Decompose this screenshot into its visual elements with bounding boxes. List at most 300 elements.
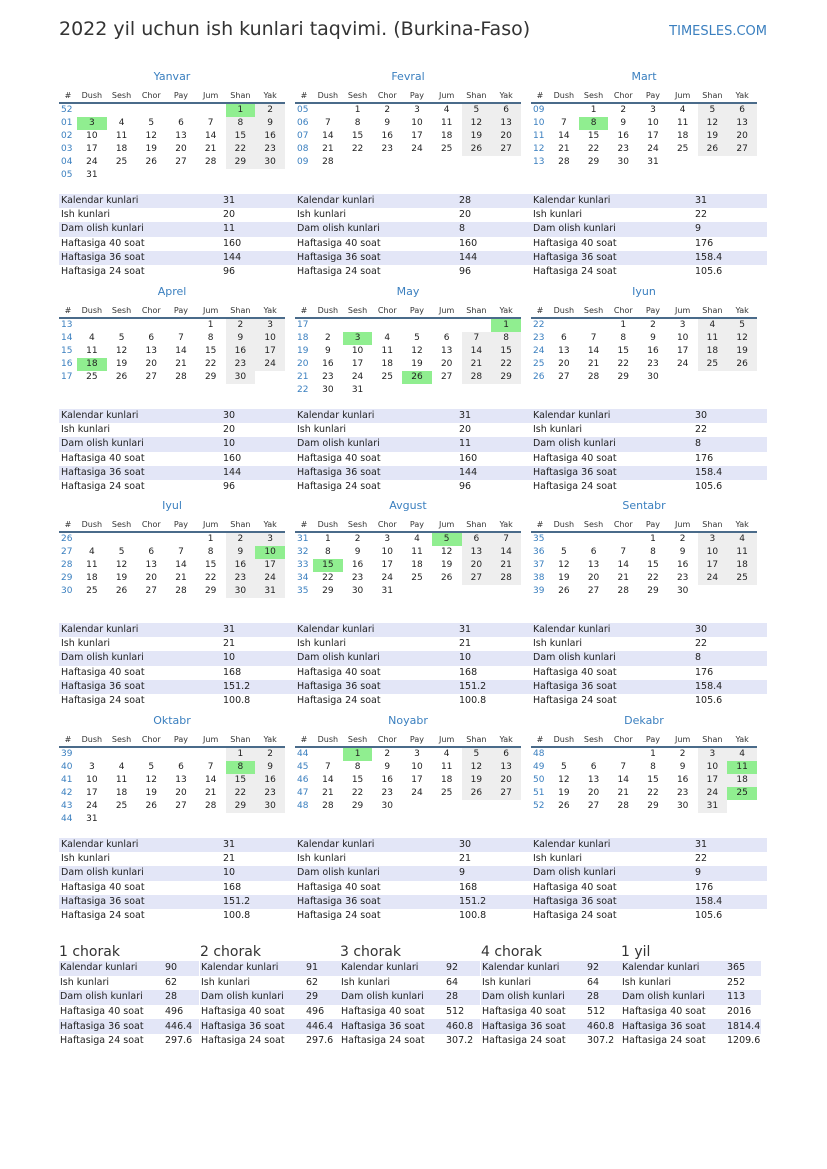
day-cell[interactable]: 5 <box>432 532 462 546</box>
day-cell[interactable]: 17 <box>698 559 728 572</box>
day-cell[interactable]: 18 <box>727 559 757 572</box>
day-cell[interactable]: 5 <box>560 547 567 557</box>
day-cell[interactable]: 18 <box>676 131 689 141</box>
day-cell[interactable]: 26 <box>558 586 570 596</box>
day-cell[interactable]: 27 <box>491 143 521 156</box>
day-cell[interactable]: 11 <box>381 346 393 356</box>
day-cell[interactable]: 15 <box>491 345 521 358</box>
day-cell[interactable]: 5 <box>148 118 155 128</box>
day-cell[interactable]: 28 <box>491 572 521 585</box>
day-cell[interactable]: 14 <box>617 775 629 785</box>
day-cell[interactable]: 7 <box>491 532 521 546</box>
day-cell[interactable]: 22 <box>491 358 521 371</box>
day-cell[interactable]: 27 <box>175 801 187 811</box>
day-cell[interactable]: 2 <box>650 320 656 330</box>
day-cell[interactable]: 12 <box>727 332 757 345</box>
day-cell[interactable]: 11 <box>411 547 423 557</box>
day-cell[interactable]: 18 <box>115 788 128 798</box>
day-cell[interactable]: 26 <box>558 801 570 811</box>
day-cell[interactable]: 31 <box>255 585 285 598</box>
day-cell[interactable]: 1 <box>491 318 521 332</box>
day-cell[interactable]: 3 <box>414 749 420 759</box>
day-cell[interactable]: 9 <box>679 547 686 557</box>
day-cell[interactable]: 24 <box>698 787 728 800</box>
day-cell[interactable]: 18 <box>381 359 393 369</box>
day-cell[interactable]: 16 <box>617 131 629 141</box>
day-cell[interactable]: 5 <box>462 747 492 761</box>
day-cell[interactable]: 8 <box>226 761 256 774</box>
day-cell[interactable]: 24 <box>676 359 689 369</box>
day-cell[interactable]: 16 <box>255 130 285 143</box>
day-cell[interactable]: 6 <box>590 762 597 772</box>
day-cell[interactable]: 7 <box>178 547 184 557</box>
day-cell[interactable]: 26 <box>727 358 757 371</box>
day-cell[interactable]: 22 <box>647 788 659 798</box>
day-cell[interactable]: 18 <box>86 573 98 583</box>
day-cell[interactable]: 28 <box>204 157 217 167</box>
day-cell[interactable]: 30 <box>255 800 285 813</box>
day-cell[interactable]: 9 <box>255 117 285 130</box>
day-cell[interactable]: 21 <box>175 573 187 583</box>
day-cell[interactable]: 13 <box>558 346 570 356</box>
day-cell[interactable]: 30 <box>255 156 285 169</box>
day-cell[interactable]: 4 <box>118 118 125 128</box>
day-cell[interactable]: 21 <box>204 788 217 798</box>
day-cell[interactable]: 10 <box>411 762 423 772</box>
day-cell[interactable]: 1 <box>650 749 656 759</box>
day-cell[interactable]: 6 <box>148 333 155 343</box>
day-cell[interactable]: 5 <box>698 103 728 117</box>
day-cell[interactable]: 19 <box>698 130 728 143</box>
day-cell[interactable]: 20 <box>145 359 157 369</box>
day-cell[interactable]: 3 <box>255 532 285 546</box>
day-cell[interactable]: 12 <box>462 117 492 130</box>
day-cell[interactable]: 1 <box>226 103 256 117</box>
day-cell[interactable]: 16 <box>255 774 285 787</box>
day-cell[interactable]: 4 <box>727 532 757 546</box>
day-cell[interactable]: 4 <box>443 105 450 115</box>
day-cell[interactable]: 30 <box>226 585 256 598</box>
day-cell[interactable]: 21 <box>322 144 334 154</box>
day-cell[interactable]: 16 <box>226 345 256 358</box>
day-cell[interactable]: 9 <box>384 118 391 128</box>
day-cell[interactable]: 28 <box>617 586 629 596</box>
day-cell[interactable]: 30 <box>351 586 364 596</box>
day-cell[interactable]: 24 <box>647 144 659 154</box>
day-cell[interactable]: 3 <box>698 532 728 546</box>
day-cell[interactable]: 29 <box>647 801 659 811</box>
day-cell[interactable]: 11 <box>727 546 757 559</box>
day-cell[interactable]: 17 <box>698 774 728 787</box>
day-cell[interactable]: 12 <box>145 775 157 785</box>
day-cell[interactable]: 10 <box>676 333 689 343</box>
day-cell[interactable]: 13 <box>440 346 453 356</box>
day-cell[interactable]: 27 <box>491 787 521 800</box>
day-cell[interactable]: 13 <box>491 117 521 130</box>
day-cell[interactable]: 9 <box>679 762 686 772</box>
day-cell[interactable]: 2 <box>255 103 285 117</box>
day-cell[interactable]: 2 <box>354 534 361 544</box>
day-cell[interactable]: 10 <box>255 546 285 559</box>
day-cell[interactable]: 23 <box>255 787 285 800</box>
day-cell[interactable]: 21 <box>322 788 334 798</box>
day-cell[interactable]: 11 <box>115 131 128 141</box>
day-cell[interactable]: 8 <box>226 117 256 130</box>
day-cell[interactable]: 15 <box>204 346 217 356</box>
day-cell[interactable]: 13 <box>175 131 187 141</box>
day-cell[interactable]: 31 <box>86 170 98 180</box>
day-cell[interactable]: 1 <box>620 320 627 330</box>
day-cell[interactable]: 30 <box>647 372 659 382</box>
day-cell[interactable]: 27 <box>587 801 600 811</box>
day-cell[interactable]: 25 <box>411 573 423 583</box>
day-cell[interactable]: 20 <box>587 573 600 583</box>
day-cell[interactable]: 29 <box>322 586 334 596</box>
day-cell[interactable]: 17 <box>351 359 364 369</box>
day-cell[interactable]: 6 <box>148 547 155 557</box>
day-cell[interactable]: 7 <box>620 547 627 557</box>
day-cell[interactable]: 7 <box>324 762 331 772</box>
day-cell[interactable]: 14 <box>175 560 187 570</box>
day-cell[interactable]: 10 <box>351 346 364 356</box>
day-cell[interactable]: 17 <box>381 560 393 570</box>
day-cell[interactable]: 6 <box>491 103 521 117</box>
day-cell[interactable]: 19 <box>558 788 570 798</box>
day-cell[interactable]: 7 <box>620 762 627 772</box>
day-cell[interactable]: 6 <box>560 333 567 343</box>
day-cell[interactable]: 10 <box>698 546 728 559</box>
day-cell[interactable]: 24 <box>411 788 423 798</box>
day-cell[interactable]: 25 <box>676 144 689 154</box>
day-cell[interactable]: 28 <box>462 371 492 384</box>
day-cell[interactable]: 25 <box>115 157 128 167</box>
day-cell[interactable]: 6 <box>491 747 521 761</box>
day-cell[interactable]: 23 <box>381 144 393 154</box>
day-cell[interactable]: 6 <box>727 103 757 117</box>
day-cell[interactable]: 31 <box>647 157 659 167</box>
day-cell[interactable]: 2 <box>620 105 627 115</box>
day-cell[interactable]: 16 <box>676 560 689 570</box>
day-cell[interactable]: 4 <box>118 762 125 772</box>
day-cell[interactable]: 8 <box>207 333 214 343</box>
day-cell[interactable]: 3 <box>650 105 656 115</box>
day-cell[interactable]: 29 <box>587 157 600 167</box>
day-cell[interactable]: 6 <box>462 532 492 546</box>
day-cell[interactable]: 19 <box>115 573 128 583</box>
day-cell[interactable]: 22 <box>351 144 364 154</box>
day-cell[interactable]: 25 <box>727 787 757 800</box>
day-cell[interactable]: 16 <box>647 346 659 356</box>
day-cell[interactable]: 14 <box>322 775 334 785</box>
day-cell[interactable]: 22 <box>647 573 659 583</box>
day-cell[interactable]: 21 <box>462 358 492 371</box>
day-cell[interactable]: 30 <box>617 157 629 167</box>
day-cell[interactable]: 9 <box>384 762 391 772</box>
day-cell[interactable]: 18 <box>698 345 728 358</box>
day-cell[interactable]: 23 <box>617 144 629 154</box>
day-cell[interactable]: 13 <box>491 761 521 774</box>
day-cell[interactable]: 22 <box>587 144 600 154</box>
day-cell[interactable]: 18 <box>440 131 453 141</box>
day-cell[interactable]: 25 <box>381 372 393 382</box>
day-cell[interactable]: 19 <box>727 345 757 358</box>
day-cell[interactable]: 30 <box>226 371 256 384</box>
day-cell[interactable]: 9 <box>226 546 256 559</box>
day-cell[interactable]: 18 <box>411 560 423 570</box>
day-cell[interactable]: 29 <box>647 586 659 596</box>
day-cell[interactable]: 27 <box>462 572 492 585</box>
day-cell[interactable]: 1 <box>343 747 373 761</box>
day-cell[interactable]: 4 <box>88 333 95 343</box>
day-cell[interactable]: 29 <box>204 586 217 596</box>
day-cell[interactable]: 28 <box>322 801 334 811</box>
day-cell[interactable]: 2 <box>384 105 391 115</box>
day-cell[interactable]: 12 <box>115 560 128 570</box>
day-cell[interactable]: 17 <box>255 559 285 572</box>
day-cell[interactable]: 8 <box>491 332 521 345</box>
day-cell[interactable]: 6 <box>590 547 597 557</box>
day-cell[interactable]: 15 <box>226 130 256 143</box>
day-cell[interactable]: 9 <box>255 761 285 774</box>
day-cell[interactable]: 29 <box>351 801 364 811</box>
day-cell[interactable]: 3 <box>88 762 95 772</box>
day-cell[interactable]: 13 <box>462 546 492 559</box>
day-cell[interactable]: 4 <box>679 105 686 115</box>
day-cell[interactable]: 17 <box>86 788 98 798</box>
day-cell[interactable]: 17 <box>86 144 98 154</box>
day-cell[interactable]: 22 <box>351 788 364 798</box>
day-cell[interactable]: 2 <box>384 749 391 759</box>
day-cell[interactable]: 2 <box>324 333 331 343</box>
day-cell[interactable]: 14 <box>204 775 217 785</box>
day-cell[interactable]: 23 <box>322 372 334 382</box>
day-cell[interactable]: 15 <box>351 131 364 141</box>
day-cell[interactable]: 20 <box>440 359 453 369</box>
day-cell[interactable]: 31 <box>381 586 393 596</box>
day-cell[interactable]: 21 <box>617 788 629 798</box>
day-cell[interactable]: 20 <box>727 130 757 143</box>
day-cell[interactable]: 26 <box>145 157 157 167</box>
day-cell[interactable]: 14 <box>491 546 521 559</box>
day-cell[interactable]: 20 <box>491 774 521 787</box>
day-cell[interactable]: 19 <box>440 560 453 570</box>
day-cell[interactable]: 26 <box>462 787 492 800</box>
day-cell[interactable]: 10 <box>411 118 423 128</box>
day-cell[interactable]: 25 <box>440 144 453 154</box>
day-cell[interactable]: 1 <box>354 105 361 115</box>
day-cell[interactable]: 13 <box>587 560 600 570</box>
day-cell[interactable]: 18 <box>727 774 757 787</box>
day-cell[interactable]: 10 <box>86 131 98 141</box>
day-cell[interactable]: 31 <box>86 814 98 824</box>
day-cell[interactable]: 24 <box>255 572 285 585</box>
day-cell[interactable]: 25 <box>698 358 728 371</box>
day-cell[interactable]: 3 <box>384 534 391 544</box>
day-cell[interactable]: 20 <box>462 559 492 572</box>
day-cell[interactable]: 9 <box>324 346 331 356</box>
day-cell[interactable]: 14 <box>322 131 334 141</box>
day-cell[interactable]: 28 <box>175 586 187 596</box>
day-cell[interactable]: 3 <box>77 117 107 130</box>
day-cell[interactable]: 9 <box>650 333 656 343</box>
day-cell[interactable]: 14 <box>558 131 570 141</box>
day-cell[interactable]: 21 <box>175 359 187 369</box>
day-cell[interactable]: 4 <box>414 534 420 544</box>
day-cell[interactable]: 28 <box>617 801 629 811</box>
brand-link[interactable]: TIMESLES.COM <box>669 24 767 39</box>
day-cell[interactable]: 5 <box>560 762 567 772</box>
day-cell[interactable]: 13 <box>727 117 757 130</box>
day-cell[interactable]: 28 <box>175 372 187 382</box>
day-cell[interactable]: 20 <box>491 130 521 143</box>
day-cell[interactable]: 26 <box>402 371 432 384</box>
day-cell[interactable]: 8 <box>650 547 656 557</box>
day-cell[interactable]: 12 <box>462 761 492 774</box>
day-cell[interactable]: 22 <box>226 787 256 800</box>
day-cell[interactable]: 21 <box>587 359 600 369</box>
day-cell[interactable]: 21 <box>491 559 521 572</box>
day-cell[interactable]: 11 <box>86 346 98 356</box>
day-cell[interactable]: 19 <box>145 144 157 154</box>
day-cell[interactable]: 4 <box>727 747 757 761</box>
day-cell[interactable]: 1 <box>590 105 597 115</box>
day-cell[interactable]: 19 <box>145 788 157 798</box>
day-cell[interactable]: 23 <box>676 788 689 798</box>
day-cell[interactable]: 30 <box>322 385 334 395</box>
day-cell[interactable]: 4 <box>443 749 450 759</box>
day-cell[interactable]: 17 <box>676 346 689 356</box>
day-cell[interactable]: 10 <box>255 332 285 345</box>
day-cell[interactable]: 22 <box>204 573 217 583</box>
day-cell[interactable]: 12 <box>558 775 570 785</box>
day-cell[interactable]: 24 <box>86 157 98 167</box>
day-cell[interactable]: 7 <box>462 332 492 345</box>
day-cell[interactable]: 19 <box>462 130 492 143</box>
day-cell[interactable]: 23 <box>255 143 285 156</box>
day-cell[interactable]: 17 <box>255 345 285 358</box>
day-cell[interactable]: 9 <box>226 332 256 345</box>
day-cell[interactable]: 3 <box>255 318 285 332</box>
day-cell[interactable]: 14 <box>587 346 600 356</box>
day-cell[interactable]: 12 <box>698 117 728 130</box>
day-cell[interactable]: 21 <box>204 144 217 154</box>
day-cell[interactable]: 19 <box>558 573 570 583</box>
day-cell[interactable]: 15 <box>587 131 600 141</box>
day-cell[interactable]: 20 <box>145 573 157 583</box>
day-cell[interactable]: 19 <box>115 359 128 369</box>
day-cell[interactable]: 7 <box>590 333 597 343</box>
day-cell[interactable]: 23 <box>226 572 256 585</box>
day-cell[interactable]: 15 <box>647 775 659 785</box>
day-cell[interactable]: 26 <box>115 586 128 596</box>
day-cell[interactable]: 24 <box>411 144 423 154</box>
day-cell[interactable]: 25 <box>115 801 128 811</box>
day-cell[interactable]: 25 <box>86 372 98 382</box>
day-cell[interactable]: 10 <box>647 118 659 128</box>
day-cell[interactable]: 13 <box>175 775 187 785</box>
day-cell[interactable]: 23 <box>676 573 689 583</box>
day-cell[interactable]: 4 <box>88 547 95 557</box>
day-cell[interactable]: 11 <box>86 560 98 570</box>
day-cell[interactable]: 14 <box>617 560 629 570</box>
day-cell[interactable]: 6 <box>178 118 184 128</box>
day-cell[interactable]: 26 <box>440 573 453 583</box>
day-cell[interactable]: 30 <box>676 801 689 811</box>
day-cell[interactable]: 12 <box>411 346 423 356</box>
day-cell[interactable]: 11 <box>727 761 757 774</box>
day-cell[interactable]: 17 <box>411 775 423 785</box>
day-cell[interactable]: 2 <box>255 747 285 761</box>
day-cell[interactable]: 13 <box>145 560 157 570</box>
day-cell[interactable]: 25 <box>440 788 453 798</box>
day-cell[interactable]: 10 <box>86 775 98 785</box>
day-cell[interactable]: 15 <box>647 560 659 570</box>
day-cell[interactable]: 10 <box>381 547 393 557</box>
day-cell[interactable]: 1 <box>207 320 214 330</box>
day-cell[interactable]: 23 <box>226 358 256 371</box>
day-cell[interactable]: 3 <box>698 747 728 761</box>
day-cell[interactable]: 20 <box>558 359 570 369</box>
day-cell[interactable]: 15 <box>204 560 217 570</box>
day-cell[interactable]: 21 <box>558 144 570 154</box>
day-cell[interactable]: 17 <box>647 131 659 141</box>
day-cell[interactable]: 29 <box>491 371 521 384</box>
day-cell[interactable]: 24 <box>255 358 285 371</box>
day-cell[interactable]: 11 <box>440 118 453 128</box>
day-cell[interactable]: 27 <box>145 372 157 382</box>
day-cell[interactable]: 26 <box>115 372 128 382</box>
day-cell[interactable]: 14 <box>175 346 187 356</box>
day-cell[interactable]: 31 <box>698 800 728 813</box>
day-cell[interactable]: 30 <box>676 586 689 596</box>
day-cell[interactable]: 15 <box>351 775 364 785</box>
day-cell[interactable]: 9 <box>620 118 627 128</box>
day-cell[interactable]: 24 <box>351 372 364 382</box>
day-cell[interactable]: 24 <box>381 573 393 583</box>
day-cell[interactable]: 19 <box>411 359 423 369</box>
day-cell[interactable]: 7 <box>178 333 184 343</box>
day-cell[interactable]: 8 <box>620 333 627 343</box>
day-cell[interactable]: 22 <box>617 359 629 369</box>
day-cell[interactable]: 12 <box>115 346 128 356</box>
day-cell[interactable]: 5 <box>148 762 155 772</box>
day-cell[interactable]: 22 <box>204 359 217 369</box>
day-cell[interactable]: 8 <box>324 547 331 557</box>
day-cell[interactable]: 2 <box>226 532 256 546</box>
day-cell[interactable]: 8 <box>650 762 656 772</box>
day-cell[interactable]: 13 <box>145 346 157 356</box>
day-cell[interactable]: 12 <box>440 547 453 557</box>
day-cell[interactable]: 27 <box>727 143 757 156</box>
day-cell[interactable]: 8 <box>354 118 361 128</box>
day-cell[interactable]: 5 <box>118 547 125 557</box>
day-cell[interactable]: 23 <box>647 359 659 369</box>
day-cell[interactable]: 27 <box>587 586 600 596</box>
day-cell[interactable]: 22 <box>322 573 334 583</box>
day-cell[interactable]: 4 <box>384 333 391 343</box>
day-cell[interactable]: 18 <box>77 358 107 371</box>
day-cell[interactable]: 8 <box>579 117 609 130</box>
day-cell[interactable]: 21 <box>617 573 629 583</box>
day-cell[interactable]: 7 <box>324 118 331 128</box>
day-cell[interactable]: 12 <box>558 560 570 570</box>
day-cell[interactable]: 28 <box>558 157 570 167</box>
day-cell[interactable]: 11 <box>676 118 689 128</box>
day-cell[interactable]: 14 <box>204 131 217 141</box>
day-cell[interactable]: 10 <box>698 761 728 774</box>
day-cell[interactable]: 1 <box>324 534 331 544</box>
day-cell[interactable]: 31 <box>351 385 364 395</box>
